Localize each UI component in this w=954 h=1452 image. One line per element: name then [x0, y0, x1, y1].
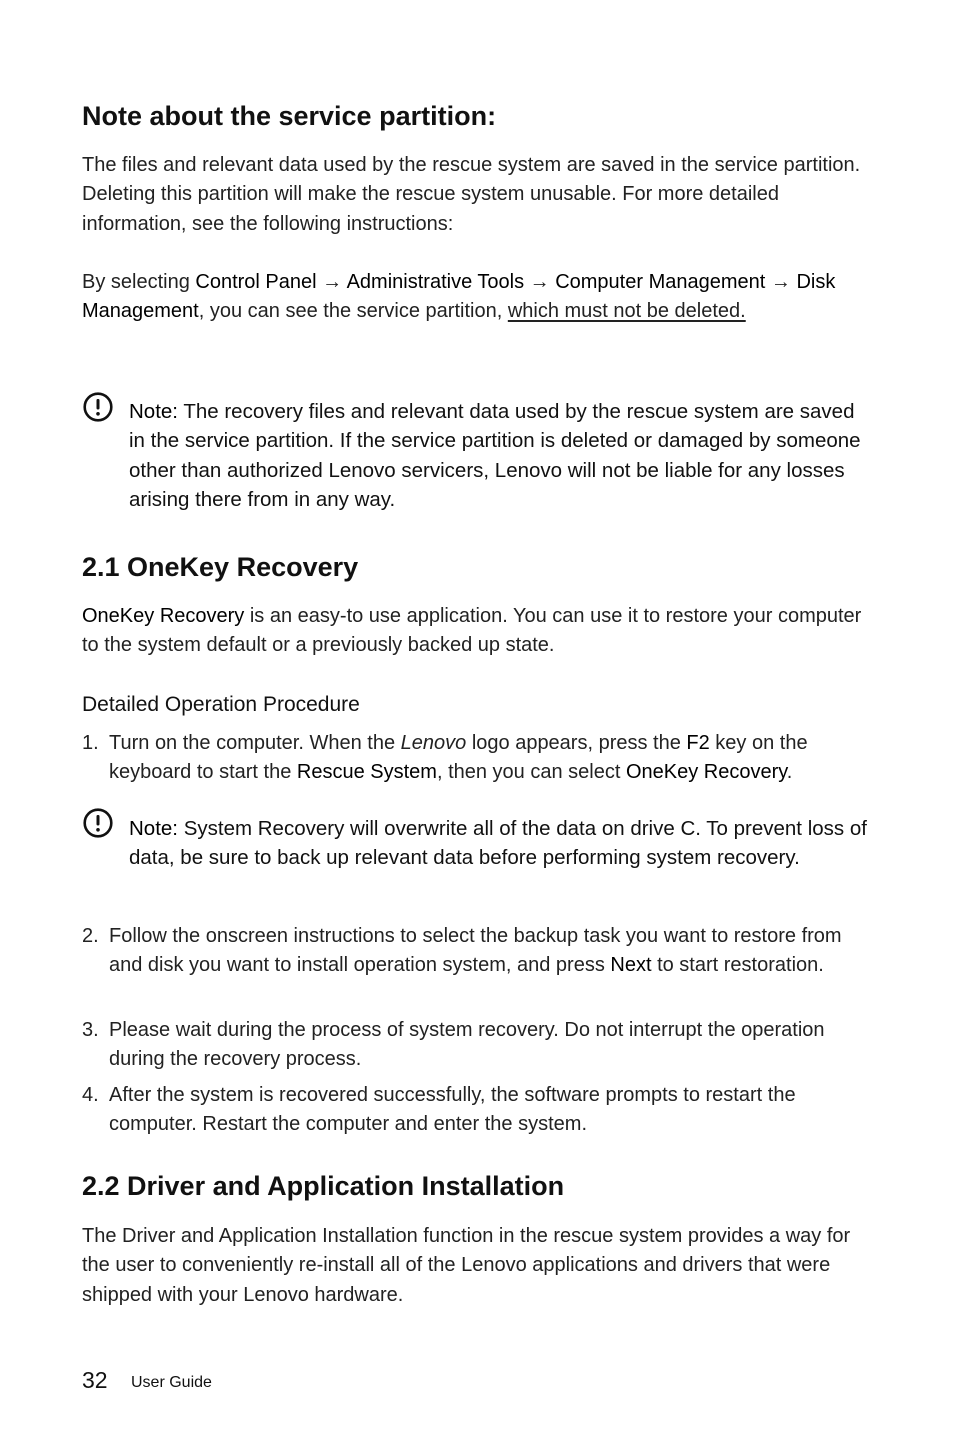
subsection-title-procedure: Detailed Operation Procedure — [82, 693, 360, 716]
onekey-intro-paragraph — [82, 602, 872, 661]
text-span: Turn on the computer. When the — [109, 732, 401, 754]
control-panel-term: Control Panel — [195, 271, 317, 293]
section-title-driver-installation: 2.2 Driver and Application Installation — [82, 1171, 565, 1201]
text-span: . — [786, 761, 793, 784]
text-span: key on the keyboard to start the — [109, 732, 808, 784]
text-span: logo appears, press the — [466, 732, 687, 754]
onekey-recovery-term: OneKey Recovery — [625, 761, 787, 784]
section-title-service-partition: Note about the service partition: — [82, 101, 497, 131]
step-number-2: 2. — [82, 925, 99, 947]
driver-installation-paragraph: The Driver and Application Installation function in the rescue system provides a way for the user to conveniently re-install all of the Lenovo applications and drivers that were shipped with your Lenovo hardware. — [82, 1225, 851, 1306]
onekey-recovery-term: OneKey Recovery — [82, 605, 245, 627]
f2-key-term: F2 — [686, 732, 710, 754]
step-3-text: Please wait during the process of system recovery. Do not interrupt the operation during the recovery process. — [109, 1019, 825, 1071]
disk-management-paragraph — [82, 268, 862, 327]
note-label: Note: — [129, 400, 178, 423]
step-2-text — [109, 922, 869, 981]
note-body: System Recovery will overwrite all of the data on drive C. To prevent loss of data, be sure to back up relevant data before performing system recovery. — [129, 817, 867, 870]
text-span: is an easy-to use application. You can use it to restore your computer to the system default or a previously backed up state. — [82, 605, 862, 657]
text-span: , then you can select — [436, 761, 626, 784]
arrow-span: → — [316, 271, 347, 293]
exclamation-circle-icon — [83, 392, 113, 422]
computer-management-term: Computer Management — [555, 271, 766, 293]
exclamation-circle-icon — [83, 808, 113, 838]
step-number-4: 4. — [82, 1084, 99, 1106]
note-system-recovery — [129, 814, 869, 873]
disk-management-term: Disk Management — [82, 271, 836, 323]
note-label: Note: — [129, 817, 178, 840]
text-span: , you can see the service partition, — [198, 300, 508, 323]
lenovo-italic: Lenovo — [400, 732, 467, 754]
text-span: Follow the onscreen instructions to select the backup task you want to restore from and disk you want to install operation system, and press — [109, 925, 842, 977]
administrative-tools-term: Administrative Tools — [346, 271, 525, 293]
step-number-1: 1. — [82, 732, 99, 754]
next-term: Next — [610, 954, 652, 977]
arrow-span: → — [524, 271, 556, 293]
text-span: to start restoration. — [651, 954, 824, 977]
service-partition-paragraph: The files and relevant data used by the rescue system are saved in the service partition. Deleting this partition will make the rescue system unusable. For more detailed information, see the following instructions: — [82, 154, 861, 235]
note-body: The recovery files and relevant data used by the rescue system are saved in the service partition. If the service partition is deleted or damaged by someone other than authorized Lenovo servicers, Lenovo will not be liable for any losses arising there from in any way. — [129, 400, 861, 511]
note-service-partition — [129, 397, 869, 514]
section-title-onekey-recovery: 2.1 OneKey Recovery — [82, 552, 359, 582]
arrow-span: → — [770, 271, 797, 293]
rescue-system-term: Rescue System — [296, 761, 437, 784]
step-1-text — [109, 729, 869, 788]
footer-label: User Guide — [131, 1374, 212, 1391]
page-number: 32 — [82, 1367, 108, 1393]
text-span: By selecting — [82, 271, 196, 293]
warning-underlined-text: which must not be deleted. — [507, 300, 746, 323]
step-4-text: After the system is recovered successfully, the software prompts to restart the computer. Restart the computer and enter the system. — [109, 1084, 796, 1136]
step-number-3: 3. — [82, 1019, 99, 1041]
